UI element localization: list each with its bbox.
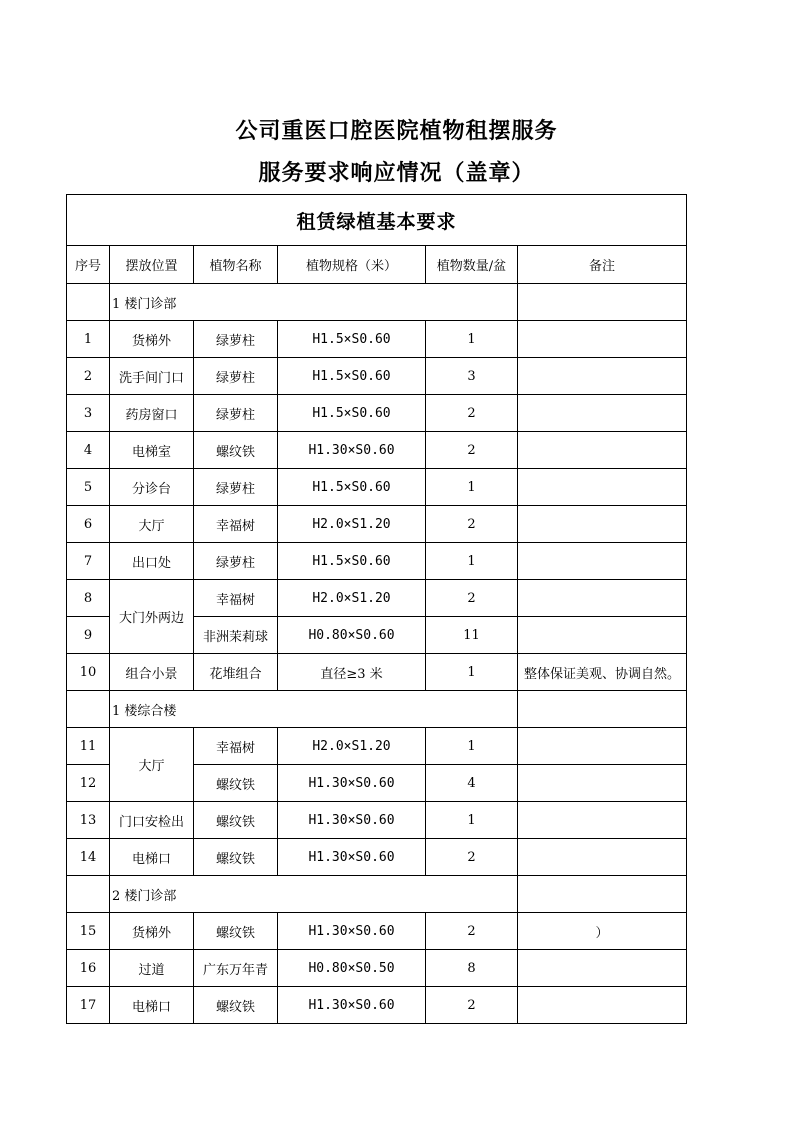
row-note — [518, 506, 687, 543]
section-note-cell — [518, 876, 687, 913]
row-plant: 非洲茉莉球 — [194, 617, 278, 654]
row-qty: 2 — [426, 913, 518, 950]
row-number: 3 — [67, 395, 110, 432]
row-plant: 螺纹铁 — [194, 765, 278, 802]
row-number: 5 — [67, 469, 110, 506]
section-note-cell — [518, 284, 687, 321]
row-qty: 1 — [426, 469, 518, 506]
row-spec: H1.30×S0.60 — [278, 913, 426, 950]
row-plant: 螺纹铁 — [194, 839, 278, 876]
row-note — [518, 617, 687, 654]
row-location: 电梯口 — [110, 839, 194, 876]
row-qty: 2 — [426, 580, 518, 617]
row-spec: H1.5×S0.60 — [278, 469, 426, 506]
row-plant: 绿萝柱 — [194, 395, 278, 432]
row-spec: H1.5×S0.60 — [278, 321, 426, 358]
row-note — [518, 802, 687, 839]
row-plant: 螺纹铁 — [194, 913, 278, 950]
row-note — [518, 469, 687, 506]
row-location: 门口安检出 — [110, 802, 194, 839]
row-note — [518, 395, 687, 432]
row-plant: 绿萝柱 — [194, 543, 278, 580]
row-qty: 1 — [426, 543, 518, 580]
row-spec: H0.80×S0.60 — [278, 617, 426, 654]
row-number: 17 — [67, 987, 110, 1024]
row-note — [518, 950, 687, 987]
section-empty-cell — [67, 876, 110, 913]
row-note — [518, 765, 687, 802]
column-header-note: 备注 — [518, 246, 687, 284]
row-number: 16 — [67, 950, 110, 987]
section-note-cell — [518, 691, 687, 728]
row-number: 1 — [67, 321, 110, 358]
row-qty: 2 — [426, 395, 518, 432]
row-number: 15 — [67, 913, 110, 950]
row-number: 12 — [67, 765, 110, 802]
table-heading: 租赁绿植基本要求 — [67, 195, 687, 246]
section-empty-cell — [67, 284, 110, 321]
row-qty: 8 — [426, 950, 518, 987]
row-plant: 螺纹铁 — [194, 432, 278, 469]
column-header-qty: 植物数量/盆 — [426, 246, 518, 284]
row-qty: 1 — [426, 654, 518, 691]
row-spec: H1.30×S0.60 — [278, 765, 426, 802]
row-qty: 2 — [426, 987, 518, 1024]
row-spec: H2.0×S1.20 — [278, 728, 426, 765]
row-location: 洗手间门口 — [110, 358, 194, 395]
row-note — [518, 321, 687, 358]
row-qty: 3 — [426, 358, 518, 395]
document-title-line2: 服务要求响应情况（盖章） — [258, 160, 535, 186]
row-location: 电梯口 — [110, 987, 194, 1024]
row-qty: 2 — [426, 432, 518, 469]
row-spec: H1.30×S0.60 — [278, 839, 426, 876]
section-label: 2 楼门诊部 — [110, 876, 518, 913]
row-plant: 花堆组合 — [194, 654, 278, 691]
row-location: 出口处 — [110, 543, 194, 580]
row-location: 电梯室 — [110, 432, 194, 469]
row-note — [518, 543, 687, 580]
row-location: 货梯外 — [110, 321, 194, 358]
row-plant: 广东万年青 — [194, 950, 278, 987]
row-location: 药房窗口 — [110, 395, 194, 432]
row-number: 9 — [67, 617, 110, 654]
column-header-no: 序号 — [67, 246, 110, 284]
row-location: 大厅 — [110, 506, 194, 543]
row-qty: 11 — [426, 617, 518, 654]
row-note — [518, 728, 687, 765]
row-plant: 绿萝柱 — [194, 469, 278, 506]
section-label: 1 楼综合楼 — [110, 691, 518, 728]
row-qty: 2 — [426, 839, 518, 876]
row-plant: 绿萝柱 — [194, 358, 278, 395]
row-spec: H2.0×S1.20 — [278, 506, 426, 543]
document-title-line1: 公司重医口腔医院植物租摆服务 — [235, 118, 558, 144]
column-header-plant: 植物名称 — [194, 246, 278, 284]
column-header-location: 摆放位置 — [110, 246, 194, 284]
row-spec: H2.0×S1.20 — [278, 580, 426, 617]
row-qty: 1 — [426, 802, 518, 839]
row-note — [518, 432, 687, 469]
row-number: 8 — [67, 580, 110, 617]
row-location: 货梯外 — [110, 913, 194, 950]
row-location: 分诊台 — [110, 469, 194, 506]
row-number: 11 — [67, 728, 110, 765]
row-spec: H1.5×S0.60 — [278, 358, 426, 395]
row-plant: 绿萝柱 — [194, 321, 278, 358]
row-spec: H1.30×S0.60 — [278, 432, 426, 469]
row-number: 7 — [67, 543, 110, 580]
row-spec: H1.30×S0.60 — [278, 802, 426, 839]
row-qty: 2 — [426, 506, 518, 543]
row-number: 6 — [67, 506, 110, 543]
row-qty: 4 — [426, 765, 518, 802]
row-number: 2 — [67, 358, 110, 395]
row-plant: 螺纹铁 — [194, 802, 278, 839]
row-note: ） — [518, 913, 687, 950]
row-spec: H1.5×S0.60 — [278, 543, 426, 580]
section-empty-cell — [67, 691, 110, 728]
column-header-spec: 植物规格（米） — [278, 246, 426, 284]
row-spec: H0.80×S0.50 — [278, 950, 426, 987]
row-note — [518, 839, 687, 876]
row-spec: 直径≥3 米 — [278, 654, 426, 691]
row-note — [518, 358, 687, 395]
row-spec: H1.30×S0.60 — [278, 987, 426, 1024]
row-number: 10 — [67, 654, 110, 691]
row-location-merged: 大门外两边 — [110, 580, 194, 654]
plant-requirements-table — [66, 194, 687, 1024]
row-note: 整体保证美观、协调自然。 — [518, 654, 687, 691]
row-location-merged: 大厅 — [110, 728, 194, 802]
section-label: 1 楼门诊部 — [110, 284, 518, 321]
row-number: 14 — [67, 839, 110, 876]
row-plant: 幸福树 — [194, 506, 278, 543]
row-location: 过道 — [110, 950, 194, 987]
row-location: 组合小景 — [110, 654, 194, 691]
row-qty: 1 — [426, 728, 518, 765]
row-qty: 1 — [426, 321, 518, 358]
row-spec: H1.5×S0.60 — [278, 395, 426, 432]
row-plant: 螺纹铁 — [194, 987, 278, 1024]
row-note — [518, 987, 687, 1024]
row-note — [518, 580, 687, 617]
row-plant: 幸福树 — [194, 580, 278, 617]
row-plant: 幸福树 — [194, 728, 278, 765]
row-number: 4 — [67, 432, 110, 469]
row-number: 13 — [67, 802, 110, 839]
